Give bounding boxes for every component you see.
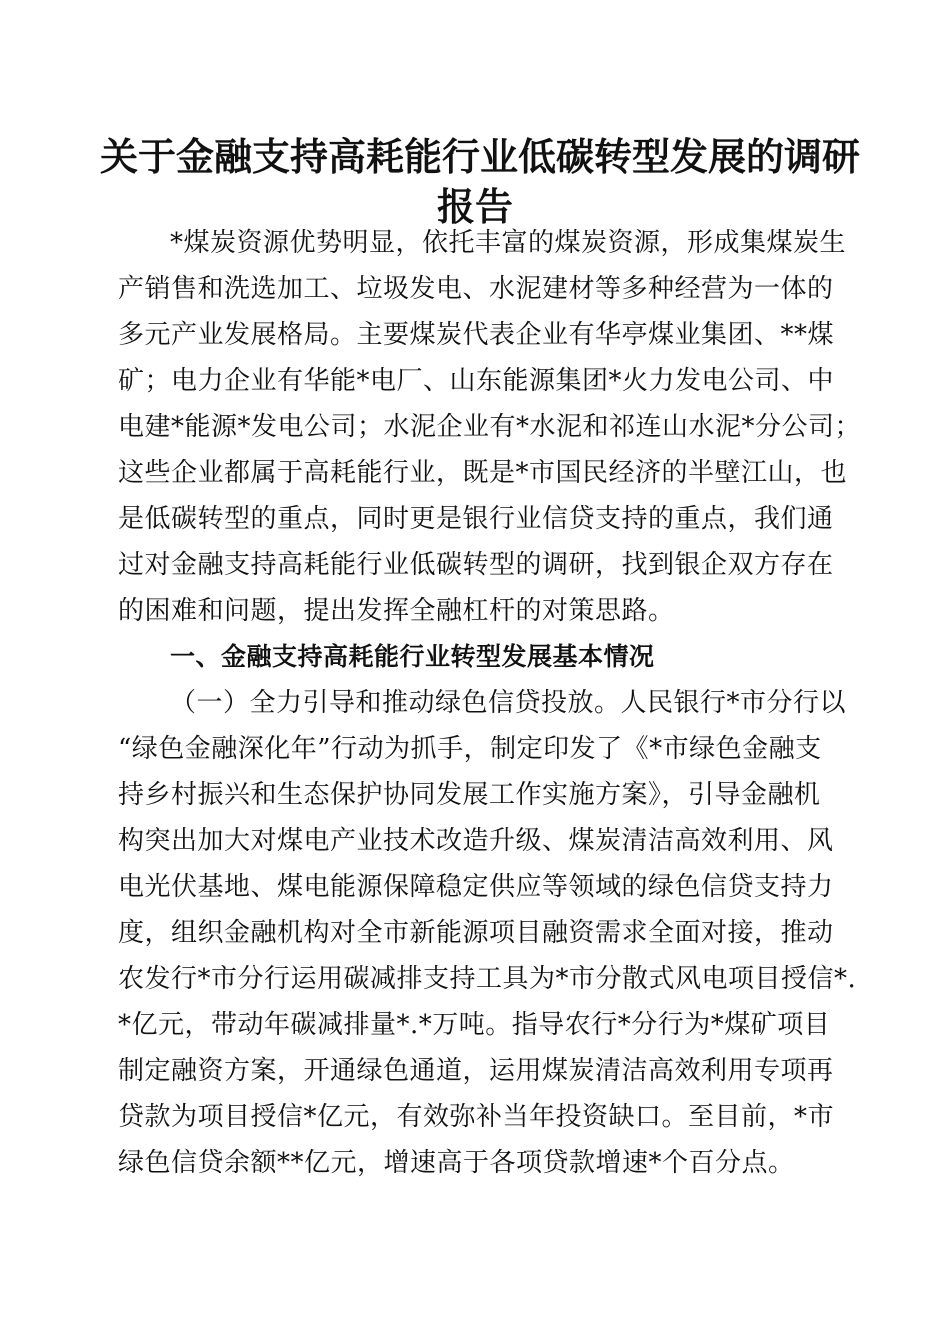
section-paragraph xyxy=(118,680,857,1186)
paragraph-line: 电建*能源*发电公司；水泥企业有*水泥和祁连山水泥*分公司； xyxy=(118,412,862,442)
paragraph-line: “绿色金融深化年”行动为抓手，制定印发了《*市绿色金融支 xyxy=(118,734,822,764)
paragraph-line: 绿色信贷余额**亿元，增速高于各项贷款增速*个百分点。 xyxy=(118,1148,795,1178)
paragraph-line: 构突出加大对煤电产业技术改造升级、煤炭清洁高效利用、风 xyxy=(118,826,834,856)
paragraph-line: 是低碳转型的重点，同时更是银行业信贷支持的重点，我们通 xyxy=(118,504,834,534)
paragraph-line: （一）全力引导和推动绿色信贷投放。人民银行*市分行以 xyxy=(170,688,847,718)
paragraph-line: 制定融资方案，开通绿色通道，运用煤炭清洁高效利用专项再 xyxy=(118,1056,834,1086)
paragraph-line: *亿元，带动年碳减排量*.*万吨。指导农行*分行为*煤矿项目 xyxy=(118,1010,831,1040)
paragraph-line: 产销售和洗选加工、垃圾发电、水泥建材等多种经营为一体的 xyxy=(118,274,834,304)
paragraph-line: 电光伏基地、煤电能源保障稳定供应等领域的绿色信贷支持力 xyxy=(118,872,834,902)
document-body xyxy=(118,220,862,1186)
paragraph-line: 过对金融支持高耗能行业低碳转型的调研，找到银企双方存在 xyxy=(118,550,834,580)
paragraph-line: 度，组织金融机构对全市新能源项目融资需求全面对接，推动 xyxy=(118,918,834,948)
section-heading: 一、金融支持高耗能行业转型发展基本情况 xyxy=(170,642,655,671)
paragraph-line: 的困难和问题，提出发挥全融杠杆的对策思路。 xyxy=(118,596,675,626)
paragraph-line: *煤炭资源优势明显，依托丰富的煤炭资源，形成集煤炭生 xyxy=(170,228,847,258)
paragraph-line: 矿；电力企业有华能*电厂、山东能源集团*火力发电公司、中 xyxy=(118,366,835,396)
paragraph-line: 这些企业都属于高耗能行业，既是*市国民经济的半壁江山，也 xyxy=(118,458,848,488)
title-line-1: 关于金融支持高耗能行业低碳转型发展的调研 xyxy=(100,134,861,179)
paragraph-line: 农发行*市分行运用碳减排支持工具为*市分散式风电项目授信*. xyxy=(118,964,857,994)
document-title xyxy=(100,132,861,232)
title-line-2: 报告 xyxy=(436,184,513,229)
paragraph-line: 贷款为项目授信*亿元，有效弥补当年投资缺口。至目前，*市 xyxy=(118,1102,835,1132)
intro-paragraph xyxy=(118,220,862,634)
paragraph-line: 持乡村振兴和生态保护协同发展工作实施方案》，引导金融机 xyxy=(118,780,821,810)
paragraph-line: 多元产业发展格局。主要煤炭代表企业有华亭煤业集团、**煤 xyxy=(118,320,835,350)
